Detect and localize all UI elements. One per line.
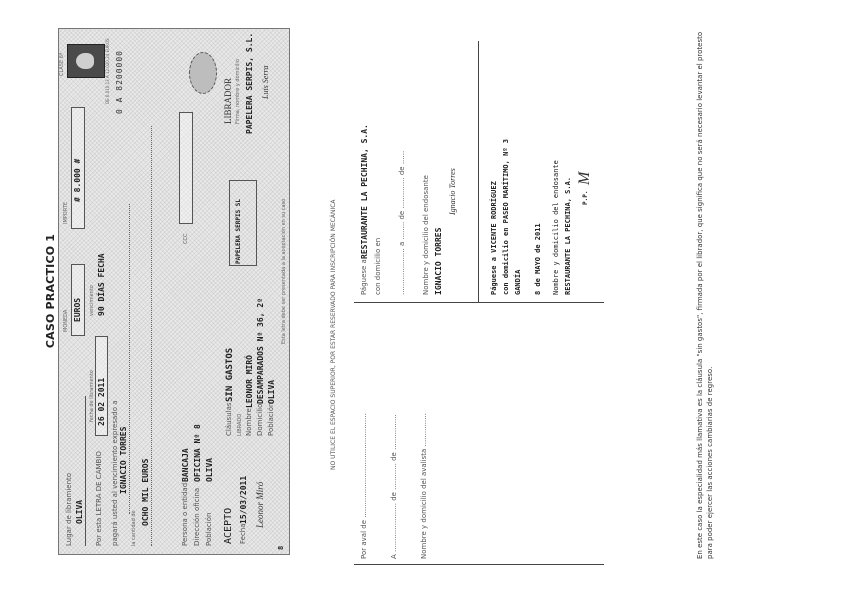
acceptance-label: ACEPTO <box>223 507 234 544</box>
acceptance-date: 15/03/2011 <box>239 475 248 524</box>
due-label: vencimiento <box>89 285 95 316</box>
place-line <box>73 396 86 546</box>
drawer-name: PAPELERA SERPIS, S.L. <box>245 32 254 134</box>
endorsement-divider <box>478 41 479 303</box>
drawee-name: LEONOR MIRÓ <box>245 355 254 408</box>
back-header: NO UTILICE EL ESPACIO SUPERIOR, POR ESTAR RESERVADO PARA INSCRIPCIÓN MECÁNICA <box>330 199 337 470</box>
drawer-stamp-text: PAPELERA SERPIS SL <box>235 198 242 264</box>
endorse-to: RESTAURANTE LA PECHINA, S.A. <box>360 124 369 259</box>
footnote-text: En este caso la especialidad más llamativa es la cláusula "sin gastos", firmada por el librador, que significa que no será necesario levantar el protesto para poder ejercer las acciones cambiarias de regreso. <box>696 31 714 559</box>
endorse2-text: Páguese a VICENTE RODRÍGUEZ <box>490 181 498 295</box>
payee-rule <box>129 204 130 514</box>
bill-back-side <box>330 35 630 565</box>
currency-value: EUROS <box>73 297 82 322</box>
drawee-address-label: Domicilio <box>256 403 264 436</box>
seal-icon <box>189 52 217 94</box>
ccc-box <box>179 112 193 224</box>
drawee-address: DESAMPARADOS Nº 36, 2º <box>256 298 265 404</box>
document-title: CASO PRACTICO 1 <box>44 233 57 349</box>
drawer-signature: Luis Serra <box>261 65 270 99</box>
aval-line-3: Nombre y domicilio del avalista ............... <box>420 413 428 559</box>
acceptor-signature: Leonor Miró <box>255 481 265 528</box>
drawee-name-label: Nombre <box>245 408 253 436</box>
issue-date: 26 02 2011 <box>97 377 106 426</box>
bill-number-eight: 8 <box>277 545 285 550</box>
endorse2-domicile: con domicilio en PASEO MARÍTIMO, Nº 3 <box>502 139 510 295</box>
tax-label: DE 6.010,13 A 12.020,24 EUROS <box>105 38 110 104</box>
endorser-label: Nombre y domicilio del endosante <box>422 175 430 295</box>
branch-value: OFICINA Nº 8 <box>193 424 202 482</box>
endorser-name: IGNACIO TORRES <box>434 227 443 295</box>
amount-words-label: la cantidad de <box>131 510 137 546</box>
endorsement-column-border <box>354 302 604 303</box>
endorse-to-label: Páguese a <box>360 259 368 295</box>
place-value: OLIVA <box>75 499 84 524</box>
amount-words-rule <box>151 126 152 546</box>
aval-line-2: A ...................... de ............ de ................ <box>390 414 398 559</box>
endorse2-signature: M <box>576 171 593 185</box>
series-number: 0 A 8200000 <box>115 50 124 114</box>
back-left-border <box>354 564 604 565</box>
endorse2-date: 8 de MAYO de 2011 <box>534 223 542 295</box>
branch-label: Dirección oficina <box>193 487 201 546</box>
amount-label: IMPORTE <box>63 201 69 224</box>
place-label: Lugar de libramiento <box>65 472 73 546</box>
due-value: 90 DÍAS FECHA <box>97 253 106 316</box>
payment-place-label: Persona o entidad <box>181 482 189 546</box>
endorser-signature: Ignacio Torres <box>448 168 457 215</box>
drawee-town: OLIVA <box>267 379 276 404</box>
drawer-sub-label: Firma, nombre y domicilio <box>235 59 241 124</box>
acceptance-date-label: Fecha <box>239 523 247 544</box>
pay-text: Por esta LETRA DE CAMBIO <box>95 451 103 546</box>
bill-of-exchange <box>58 28 290 555</box>
issue-date-label: fecha de libramiento <box>89 370 95 422</box>
class-label: CLASE 6ª <box>59 52 65 76</box>
endorse-domicile-label: con domicilio en <box>374 237 382 295</box>
amount-words: OCHO MIL EUROS <box>141 458 150 526</box>
drawer-label: LIBRADOR <box>223 77 233 124</box>
currency-label: MONEDA <box>63 309 69 332</box>
drawee-town-label: Población <box>267 402 275 436</box>
amount-value: # 8.000 # <box>73 158 82 202</box>
aval-line-1: Por aval de ............................................... <box>360 413 368 559</box>
endorse-date-line: ..................... a ........ de .............. de ...... <box>398 150 406 295</box>
clause-label: Cláusulas <box>225 402 233 436</box>
payee-label: pagará usted al vencimiento expresado a <box>111 400 119 546</box>
bottom-notice: Esta letra debe ser presentada a la aceptación en su caso <box>281 198 287 344</box>
payment-place: BANCAJA <box>181 448 190 482</box>
endorse2-pp: P.P. <box>582 190 589 205</box>
town-label: Población <box>205 512 213 546</box>
drawer-stamp-box <box>229 180 257 266</box>
domiciliation-label: CCC <box>183 233 189 244</box>
clause-value: SIN GASTOS <box>225 347 235 402</box>
endorse2-town: GANDÍA <box>514 269 522 295</box>
town-value: OLIVA <box>205 457 214 482</box>
drawee-label: LIBRADO <box>237 413 243 436</box>
payee-value: IGNACIO TORRES <box>119 426 128 494</box>
endorse2-endorser-label: Nombre y domicilio del endosante <box>552 160 560 295</box>
coat-of-arms-icon <box>67 44 105 78</box>
endorse2-endorser: RESTAURANTE LA PECHINA, S.A. <box>564 176 572 295</box>
